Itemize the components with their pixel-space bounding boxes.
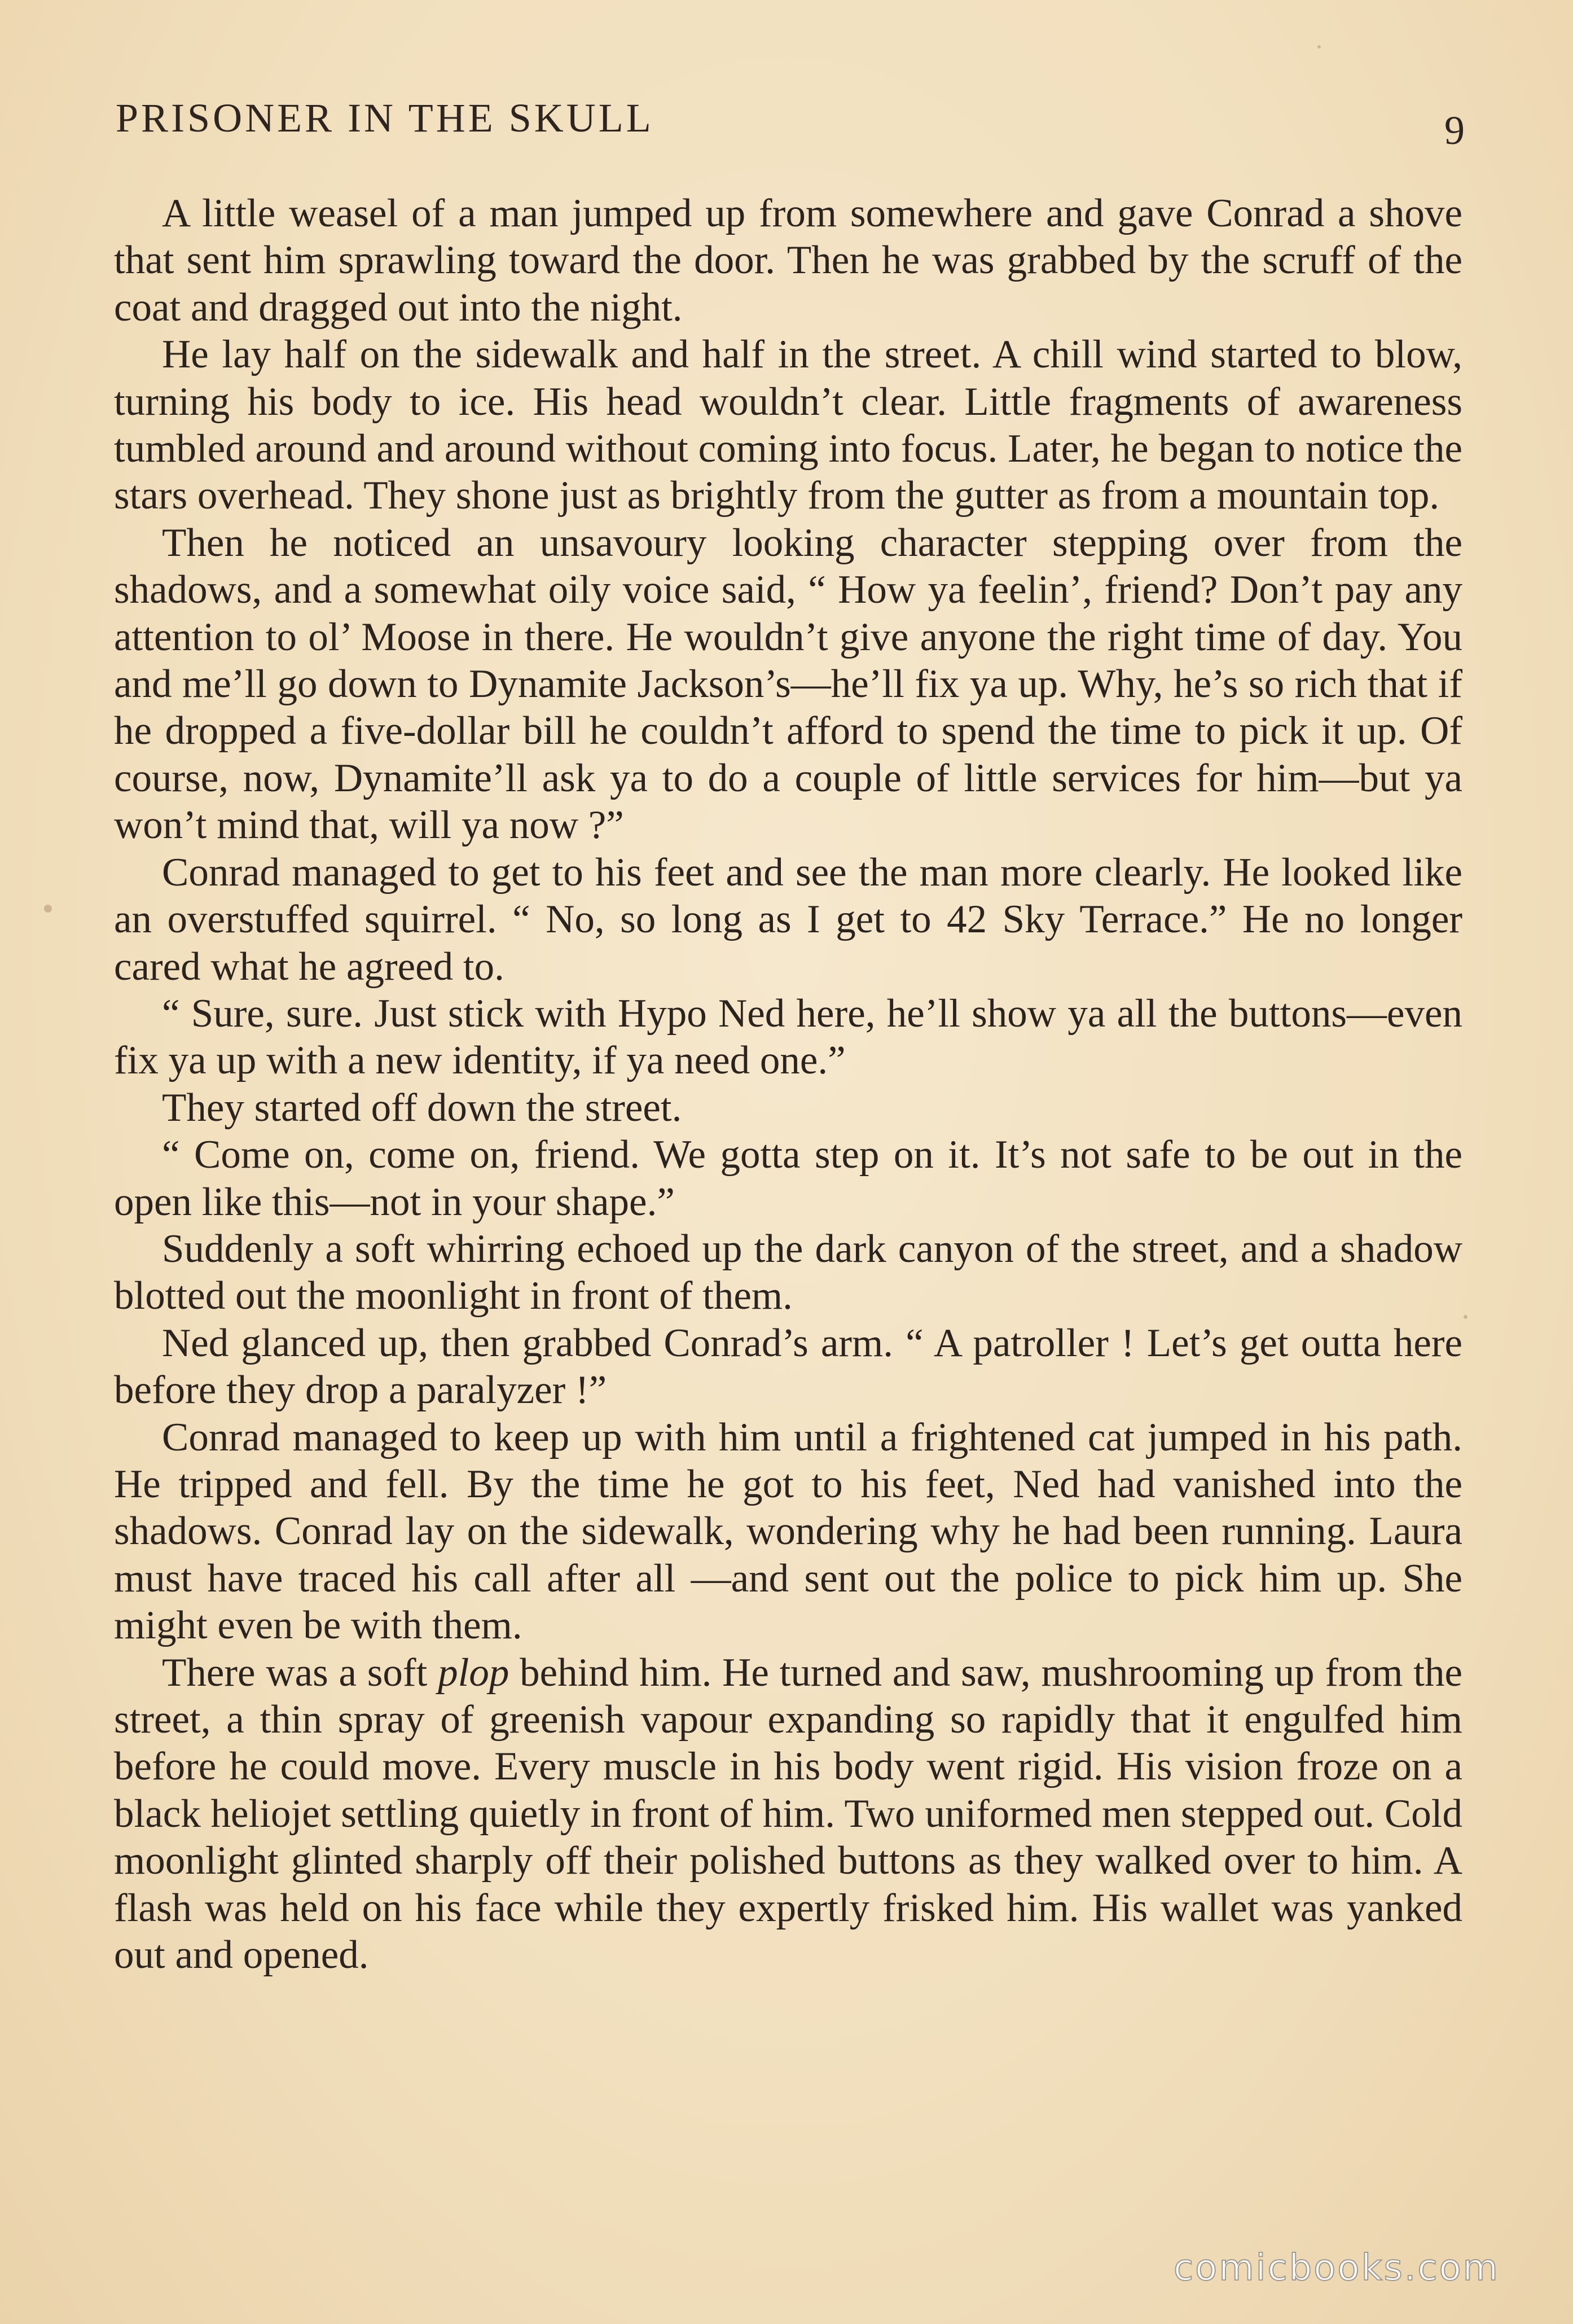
running-title: PRISONER IN THE SKULL [116, 95, 654, 141]
paragraph: He lay half on the sidewalk and half in the street. A chill wind started to blow, turning his body to ice. His head wouldn’t clear. Little fragments of awareness tumbled around and around without coming into focus. Later, he began to notice the stars overhead. They shone just as brightly from the gutter as from a mountain top. [114, 332, 1462, 518]
paragraph [114, 1650, 1462, 1979]
body-text [114, 190, 1462, 1979]
paragraph: A little weasel of a man jumped up from somewhere and gave Conrad a shove that sent him sprawling toward the door. Then he was grabbed by the scruff of the coat and dragged out into the night. [114, 191, 1462, 330]
paper-speck [44, 905, 52, 913]
paragraph: They started off down the street. [162, 1085, 682, 1130]
paragraph: Conrad managed to get to his feet and see the man more clearly. He looked like an overstuffed squirrel. “ No, so long as I get to 42 Sky Terrace.” He no longer cared what he agreed to. [114, 850, 1462, 989]
paragraph: Ned glanced up, then grabbed Conrad’s arm. “ A patroller ! Let’s get outta here before they drop a paralyzer !” [114, 1321, 1462, 1413]
paragraph-text: behind him. He turned and saw, mushrooming up from the street, a thin spray of greenish vapour expanding so rapidly that it engulfed him before he could move. Every muscle in his body went rigid. His vision froze on a black heliojet settling quietly in front of him. Two uniformed men stepped out. Cold moonlight glinted sharply off their polished buttons as they walked over to him. A flash was held on his face while they expertly frisked him. His wallet was yanked out and opened. [114, 1650, 1462, 1977]
paragraph: Suddenly a soft whirring echoed up the dark canyon of the street, and a shadow blotted out the moonlight in front of them. [114, 1226, 1462, 1318]
paragraph-text: There was a soft [162, 1650, 438, 1695]
paragraph: “ Sure, sure. Just stick with Hypo Ned here, he’ll show ya all the buttons—even fix ya up with a new identity, if ya need one.” [114, 991, 1462, 1083]
italic-word: plop [438, 1650, 509, 1695]
page-number: 9 [1444, 108, 1465, 153]
paragraph: Conrad managed to keep up with him until a frightened cat jumped in his path. He tripped and fell. By the time he got to his feet, Ned had vanished into the shadows. Conrad lay on the sidewalk, wondering why he had been running. Laura must have traced his call after all —and sent out the police to pick him up. She might even be with them. [114, 1415, 1462, 1648]
paper-speck [1464, 1315, 1467, 1319]
paragraph: Then he noticed an unsavoury looking character stepping over from the shadows, and a somewhat oily voice said, “ How ya feelin’, friend? Don’t pay any attention to ol’ Moose in there. He wouldn’t give anyone the right time of day. You and me’ll go down to Dynamite Jackson’s—he’ll fix ya up. Why, he’s so rich that if he dropped a five-dollar bill he couldn’t afford to spend the time to pick it up. Of course, now, Dynamite’ll ask ya to do a couple of little services for him—but ya won’t mind that, will ya now ?” [114, 520, 1462, 848]
paper-speck [1317, 45, 1321, 49]
watermark: comicbooks.com [1173, 2247, 1500, 2289]
paragraph: “ Come on, come on, friend. We gotta step on it. It’s not safe to be out in the open like this—not in your shape.” [114, 1133, 1462, 1224]
